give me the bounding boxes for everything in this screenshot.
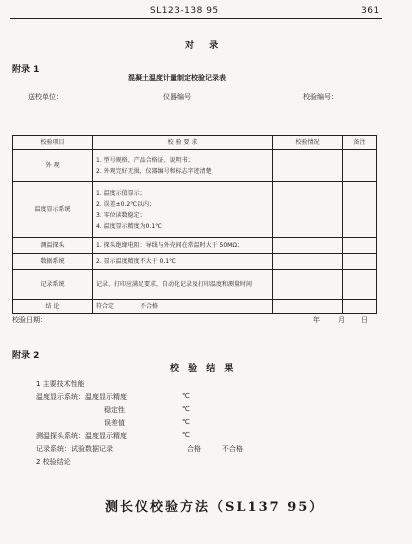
conclusion-label: 结 论	[13, 300, 93, 314]
conclusion-fail: 不合格	[139, 303, 158, 310]
results-item: 记录系统：试验数据记录	[36, 445, 113, 453]
notes-cell	[343, 270, 377, 300]
notes-cell	[343, 300, 377, 314]
header-rule	[10, 18, 382, 19]
requirement-line: 3. 零位读数稳定；	[96, 211, 146, 219]
status-cell	[273, 300, 343, 314]
conclusion-values	[93, 300, 273, 314]
conclusion-row	[13, 300, 377, 314]
date-month: 月	[338, 316, 345, 324]
row-item: 数据系统	[13, 254, 93, 270]
results-fail: 不合格	[222, 445, 243, 453]
notes-cell	[343, 254, 377, 270]
results-unit: ℃	[182, 431, 190, 439]
results-unit: ℃	[182, 418, 190, 426]
row-requirements	[93, 182, 273, 238]
table-row	[13, 238, 377, 254]
table-row	[13, 254, 377, 270]
col-header-item: 校验项目	[13, 136, 93, 150]
results-item: 温度显示系统：温度显示精度	[36, 393, 127, 401]
results-unit: ℃	[182, 405, 190, 413]
results-item: 2 校验结论	[36, 458, 71, 466]
form-title: 混凝土温度计量制定校验记录表	[128, 74, 226, 82]
requirement-line: 2. 误差±0.2℃以内；	[96, 200, 155, 208]
requirement-line: 2. 外观完好无损，仪器编号和标志字迹清楚	[96, 167, 212, 175]
row-item: 外 观	[13, 150, 93, 182]
results-item: 误差值	[104, 419, 125, 427]
conclusion-pass: 符合定	[96, 303, 115, 310]
status-cell	[273, 270, 343, 300]
col-header-status: 校验情况	[273, 136, 343, 150]
notes-cell	[343, 182, 377, 238]
table-header-row	[13, 136, 377, 150]
status-cell	[273, 254, 343, 270]
requirement-line: 1. 温度示值显示；	[96, 189, 146, 197]
table-row	[13, 182, 377, 238]
row-requirements	[93, 270, 273, 300]
row-item: 温度显示系统	[13, 182, 93, 238]
results-item: 稳定性	[104, 406, 125, 414]
chapter-title: 测长仪校验方法（SL137 95）	[105, 500, 325, 515]
results-pass: 合格	[187, 445, 201, 453]
meta-unit: 送校单位：	[28, 93, 63, 101]
requirement-line: 1. 型号规格、产品合格证、说明书；	[96, 156, 194, 164]
results-item: 测温探头系统：温度显示精度	[36, 432, 127, 440]
meta-serial: 仪器编号	[163, 93, 191, 101]
standard-code: SL123-138 95	[150, 6, 219, 16]
date-year: 年	[313, 316, 320, 324]
row-requirements	[93, 150, 273, 182]
row-item: 测温探头	[13, 238, 93, 254]
page-number: 361	[361, 6, 380, 16]
row-requirements	[93, 254, 273, 270]
col-header-requirements: 校 验 要 求	[93, 136, 273, 150]
notes-cell	[343, 150, 377, 182]
appendix-heading: 对 录	[185, 41, 225, 51]
status-cell	[273, 150, 343, 182]
table-row	[13, 270, 377, 300]
notes-cell	[343, 238, 377, 254]
status-cell	[273, 182, 343, 238]
requirement-line: 记录、打印应满足要求，自动化记录及打印温度和测量时间	[96, 281, 253, 288]
table-row	[13, 150, 377, 182]
col-header-notes: 备注	[343, 136, 377, 150]
appendix1-label: 附录 1	[12, 65, 40, 75]
requirement-line: 4. 温度显示精度为0.1℃	[96, 222, 162, 230]
date-day: 日	[361, 316, 368, 324]
row-item: 记录系统	[13, 270, 93, 300]
results-unit: ℃	[182, 392, 190, 400]
requirement-line: 1. 探头绝缘电阻：导线与外壳间在常温时大于 50MΩ；	[96, 242, 243, 249]
date-label: 校验日期：	[12, 316, 47, 324]
results-heading: 校 验 结 果	[170, 364, 237, 374]
verification-table	[12, 135, 377, 314]
results-item: 1 主要技术性能	[36, 380, 85, 388]
meta-verify-no: 校验编号：	[303, 93, 338, 101]
row-requirements	[93, 238, 273, 254]
requirement-line: 2. 显示温度精度不大于 0.1℃	[96, 258, 176, 265]
appendix2-label: 附录 2	[12, 351, 40, 361]
status-cell	[273, 238, 343, 254]
